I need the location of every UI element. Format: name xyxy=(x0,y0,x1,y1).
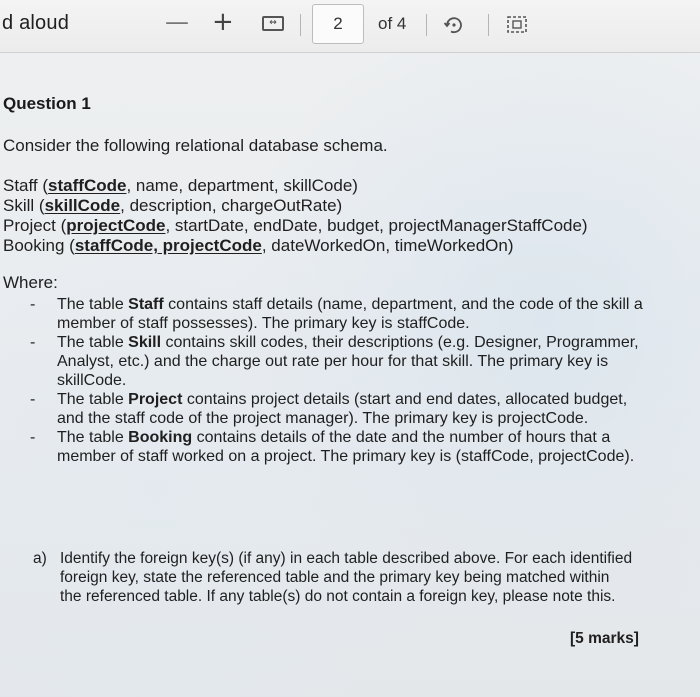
question-heading: Question 1 xyxy=(3,94,91,113)
list-item: - The table Project contains project details (start and end dates, allocated budget, and the staff code of the project manager). The primary key is projectCode. xyxy=(30,391,628,427)
list-item: - The table Staff contains staff details (name, department, and the code of the skill a member of staff possesses). The primary key is staffCode. xyxy=(30,296,643,332)
schema-project: Project (projectCode, startDate, endDate, budget, projectManagerStaffCode) xyxy=(3,216,588,235)
toolbar-divider xyxy=(426,14,427,36)
primary-key: staffCode xyxy=(48,176,127,195)
present-icon[interactable] xyxy=(506,15,528,35)
plus-icon[interactable]: + xyxy=(212,7,234,37)
marks-label: [5 marks] xyxy=(570,630,639,647)
list-item: - The table Booking contains details of the date and the number of hours that a member of staff worked on a project. The primary key is (staffCode, projectCode). xyxy=(30,429,635,465)
primary-key: skillCode xyxy=(44,196,121,215)
read-aloud-label[interactable]: d aloud xyxy=(2,12,70,34)
toolbar-divider xyxy=(300,14,301,36)
reader-toolbar xyxy=(0,0,700,53)
minus-icon[interactable]: — xyxy=(165,8,189,36)
history-icon[interactable] xyxy=(443,14,465,36)
primary-key: staffCode, projectCode xyxy=(74,236,262,255)
schema-staff: Staff (staffCode, name, department, skillCode) xyxy=(3,176,358,195)
schema-block xyxy=(3,176,588,256)
question-part-a xyxy=(33,549,633,606)
toolbar-divider xyxy=(488,14,489,36)
part-a-text: Identify the foreign key(s) (if any) in each table described above. For each identified foreign key, state the referenced table and the primary key being matched within the referenced table. If any table(s) do not contain a foreign key, please note this. xyxy=(60,550,633,605)
page-number-input[interactable]: 2 xyxy=(312,4,364,44)
primary-key: projectCode xyxy=(66,216,166,235)
page-total: of 4 xyxy=(378,14,407,33)
fit-width-icon[interactable]: ↔ xyxy=(262,16,284,31)
schema-booking: Booking (staffCode, projectCode, dateWorkedOn, timeWorkedOn) xyxy=(3,236,514,255)
schema-skill: Skill (skillCode, description, chargeOutRate) xyxy=(3,196,343,215)
where-label: Where: xyxy=(3,273,58,292)
intro-text: Consider the following relational database schema. xyxy=(3,136,388,155)
part-label: a) xyxy=(33,550,47,567)
document-page xyxy=(0,52,700,697)
table-descriptions xyxy=(0,295,700,466)
list-item: - The table Skill contains skill codes, their descriptions (e.g. Designer, Programmer, Analyst, etc.) and the charge out rate per hour for that skill. The primary key is skillCode. xyxy=(30,334,639,389)
